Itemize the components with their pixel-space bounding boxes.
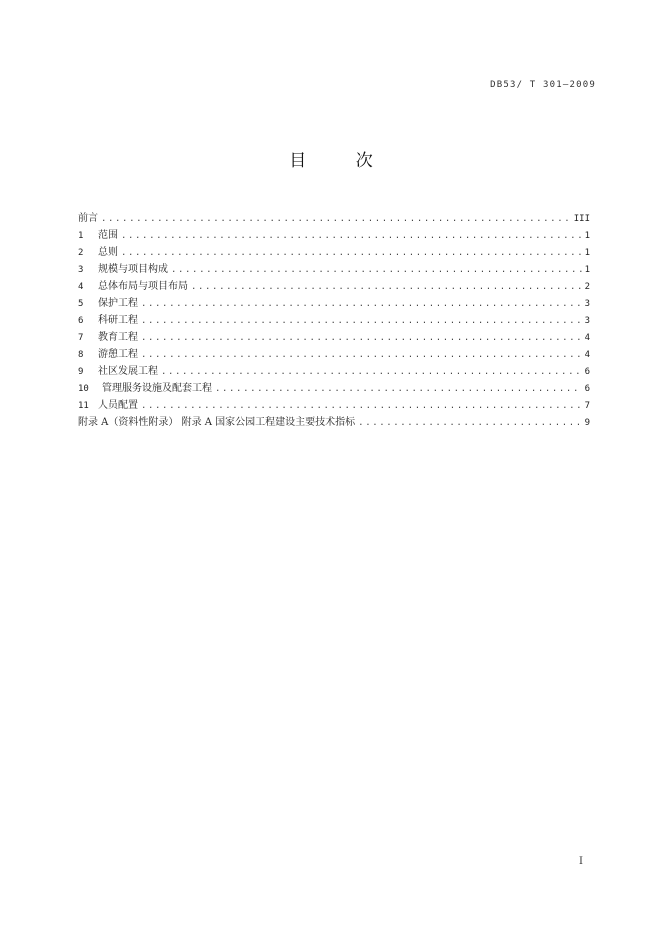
toc-entry-6[interactable] [78,312,590,329]
toc-entry-10[interactable] [78,380,590,397]
toc-page-number: 7 [584,401,590,411]
toc-label: 规模与项目构成 [98,264,168,275]
toc-leader-dots [121,245,582,262]
page-title: 目 次 [289,151,395,171]
toc-page-number: 3 [584,299,590,309]
toc-entry-foreword[interactable] [78,210,590,227]
toc-page-number: 9 [584,418,590,428]
toc-page-number: III [573,214,590,224]
toc-leader-dots [171,262,582,279]
toc-section-number: 1 [78,231,84,241]
toc-entry-4[interactable] [78,278,590,295]
toc-leader-dots [141,296,582,313]
toc-section-number: 9 [78,367,84,377]
toc-entry-7[interactable] [78,329,590,346]
toc-section-number: 10 [78,384,89,394]
toc-entry-2[interactable] [78,244,590,261]
toc-page-number: 3 [584,316,590,326]
toc-page-number: 1 [584,265,590,275]
toc-label: 人员配置 [98,400,138,411]
toc-page-number: 1 [584,231,590,241]
toc-section-number: 6 [78,316,84,326]
toc-label: 游憩工程 [98,349,138,360]
toc-section-number: 4 [78,282,84,292]
toc-entry-appendix-a[interactable] [78,414,590,431]
toc-label: 附录 A（资料性附录） 附录 A 国家公园工程建设主要技术指标 [78,417,356,428]
table-of-contents [78,210,590,431]
toc-section-number: 8 [78,350,84,360]
toc-page-number: 4 [584,350,590,360]
toc-page-number: 2 [584,282,590,292]
toc-entry-5[interactable] [78,295,590,312]
toc-label: 教育工程 [98,332,138,343]
toc-page-number: 1 [584,248,590,258]
document-code: DB53/ T 301—2009 [490,80,596,90]
page-number: I [579,856,583,867]
toc-label: 总体布局与项目布局 [98,281,188,292]
toc-section-number: 5 [78,299,84,309]
toc-entry-8[interactable] [78,346,590,363]
toc-entry-3[interactable] [78,261,590,278]
toc-leader-dots [141,347,582,364]
toc-section-number: 11 [78,401,89,411]
toc-entry-1[interactable] [78,227,590,244]
toc-page-number: 6 [584,367,590,377]
toc-leader-dots [191,279,582,296]
toc-section-number: 3 [78,265,84,275]
toc-leader-dots [215,381,582,398]
toc-leader-dots [141,330,582,347]
toc-label: 前言 [78,213,98,224]
toc-label: 社区发展工程 [98,366,158,377]
toc-entry-11[interactable] [78,397,590,414]
toc-label: 管理服务设施及配套工程 [102,383,212,394]
toc-label: 范围 [98,230,118,241]
toc-leader-dots [141,398,582,415]
toc-label: 保护工程 [98,298,138,309]
toc-leader-dots [101,211,571,228]
toc-label: 总则 [98,247,118,258]
toc-label: 科研工程 [98,315,138,326]
toc-leader-dots [161,364,582,381]
toc-page-number: 4 [584,333,590,343]
toc-leader-dots [121,228,582,245]
toc-entry-9[interactable] [78,363,590,380]
toc-section-number: 2 [78,248,84,258]
toc-leader-dots [358,415,581,432]
toc-section-number: 7 [78,333,84,343]
toc-leader-dots [141,313,582,330]
toc-page-number: 6 [584,384,590,394]
